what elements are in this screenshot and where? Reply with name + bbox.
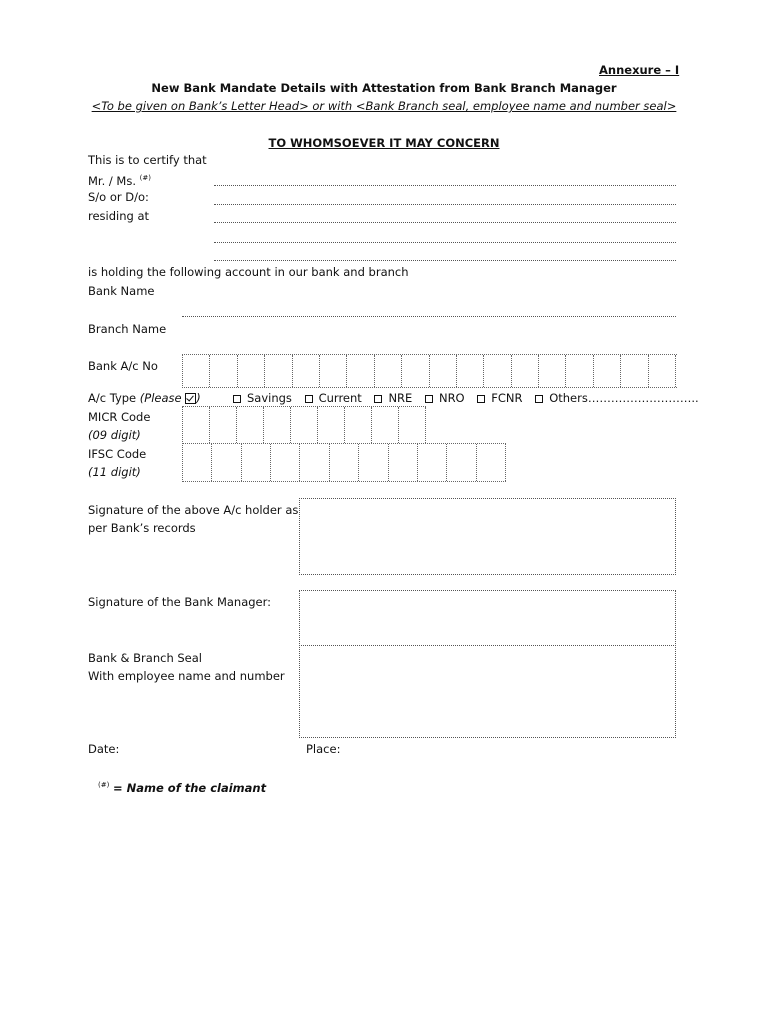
document-title: New Bank Mandate Details with Attestation from Bank Branch Manager [151, 81, 617, 95]
ifsc-digit-cell[interactable] [359, 444, 388, 481]
seal-label-1: Bank & Branch Seal [88, 651, 203, 665]
footnote-mark: (#) [98, 781, 110, 789]
address-line-2[interactable] [214, 242, 676, 243]
place-label: Place: [306, 742, 341, 756]
option-savings-label: Savings [247, 391, 292, 405]
annexure-label: Annexure – I [599, 63, 680, 77]
option-fcnr[interactable] [477, 391, 522, 405]
mr-ms-text: Mr. / Ms. [88, 174, 137, 188]
option-nro-label: NRO [438, 391, 465, 405]
micr-digit-cell[interactable] [399, 407, 426, 443]
micr-digit-cell[interactable] [210, 407, 237, 443]
manager-signature-box[interactable] [299, 590, 676, 646]
seal-box[interactable] [299, 645, 676, 738]
checked-box-icon [185, 393, 196, 404]
ifsc-digit-cell[interactable] [330, 444, 359, 481]
ifsc-digit-cell[interactable] [271, 444, 300, 481]
footnote [98, 778, 266, 795]
option-savings[interactable] [233, 391, 292, 405]
ifsc-grid[interactable] [182, 443, 506, 482]
certify-text: This is to certify that [88, 153, 207, 167]
checkbox-icon[interactable] [374, 395, 382, 403]
option-nre[interactable] [374, 391, 412, 405]
date-label: Date: [88, 742, 120, 756]
option-others-label: Others……………………….. [549, 391, 699, 405]
address-line-3[interactable] [214, 260, 676, 261]
micr-digit-cell[interactable] [291, 407, 318, 443]
option-nre-label: NRE [388, 391, 413, 405]
micr-digit-cell[interactable] [183, 407, 210, 443]
account-digit-cell[interactable] [649, 355, 676, 387]
micr-grid[interactable] [182, 406, 426, 444]
name-line[interactable] [214, 185, 676, 186]
ac-type-label [88, 391, 201, 405]
option-fcnr-label: FCNR [491, 391, 523, 405]
option-current[interactable] [305, 391, 362, 405]
address-line-1[interactable] [214, 222, 676, 223]
option-others[interactable] [535, 391, 698, 405]
account-digit-cell[interactable] [539, 355, 566, 387]
ifsc-digit-cell[interactable] [242, 444, 271, 481]
so-do-label: S/o or D/o: [88, 190, 149, 204]
checkbox-icon[interactable] [477, 395, 485, 403]
account-digit-cell[interactable] [210, 355, 237, 387]
holder-signature-box[interactable] [299, 498, 676, 575]
account-digit-cell[interactable] [238, 355, 265, 387]
sig-manager-label: Signature of the Bank Manager: [88, 595, 272, 609]
ifsc-digit-cell[interactable] [212, 444, 241, 481]
account-digit-cell[interactable] [402, 355, 429, 387]
account-digit-cell[interactable] [594, 355, 621, 387]
account-digit-cell[interactable] [484, 355, 511, 387]
ifsc-digit-cell[interactable] [447, 444, 476, 481]
ifsc-digit-cell[interactable] [477, 444, 506, 481]
checkbox-icon[interactable] [535, 395, 543, 403]
checkbox-icon[interactable] [305, 395, 313, 403]
so-do-line[interactable] [214, 204, 676, 205]
account-no-grid[interactable] [182, 354, 677, 388]
account-digit-cell[interactable] [347, 355, 374, 387]
micr-digit-cell[interactable] [237, 407, 264, 443]
bank-name-line[interactable] [182, 316, 676, 317]
branch-name-label: Branch Name [88, 322, 167, 336]
ifsc-label: IFSC Code [88, 447, 147, 461]
holding-text: is holding the following account in our bank and branch [88, 265, 409, 279]
ifsc-digit-cell[interactable] [300, 444, 329, 481]
concern-heading: TO WHOMSOEVER IT MAY CONCERN [268, 136, 500, 150]
account-digit-cell[interactable] [566, 355, 593, 387]
hash-mark: (#) [139, 174, 151, 182]
checkbox-icon[interactable] [233, 395, 241, 403]
account-digit-cell[interactable] [293, 355, 320, 387]
footnote-text: = Name of the claimant [112, 781, 267, 795]
account-digit-cell[interactable] [457, 355, 484, 387]
micr-digits: (09 digit) [88, 428, 141, 442]
account-digit-cell[interactable] [512, 355, 539, 387]
micr-digit-cell[interactable] [318, 407, 345, 443]
option-nro[interactable] [425, 391, 465, 405]
account-digit-cell[interactable] [183, 355, 210, 387]
mr-ms-label [88, 171, 151, 188]
ifsc-digit-cell[interactable] [389, 444, 418, 481]
ifsc-digit-cell[interactable] [418, 444, 447, 481]
account-digit-cell[interactable] [621, 355, 648, 387]
ifsc-digits: (11 digit) [88, 465, 141, 479]
checkbox-icon[interactable] [425, 395, 433, 403]
ac-type-options [233, 391, 708, 405]
option-current-label: Current [318, 391, 362, 405]
ac-type-hint-close: ) [196, 391, 201, 405]
ac-type-hint: (Please [139, 391, 182, 405]
seal-label-2: With employee name and number [88, 669, 285, 683]
ac-type-text: A/c Type [88, 391, 137, 405]
document-subtitle: <To be given on Bank’s Letter Head> or with <Bank Branch seal, employee name and number seal> [91, 99, 677, 113]
account-digit-cell[interactable] [375, 355, 402, 387]
micr-digit-cell[interactable] [345, 407, 372, 443]
account-digit-cell[interactable] [430, 355, 457, 387]
sig-holder-label-2: per Bank’s records [88, 521, 196, 535]
account-digit-cell[interactable] [265, 355, 292, 387]
ifsc-digit-cell[interactable] [183, 444, 212, 481]
micr-label: MICR Code [88, 410, 151, 424]
bank-name-label: Bank Name [88, 284, 155, 298]
account-digit-cell[interactable] [320, 355, 347, 387]
sig-holder-label-1: Signature of the above A/c holder as [88, 503, 299, 517]
account-no-label: Bank A/c No [88, 359, 158, 373]
residing-label: residing at [88, 209, 150, 223]
micr-digit-cell[interactable] [264, 407, 291, 443]
micr-digit-cell[interactable] [372, 407, 399, 443]
